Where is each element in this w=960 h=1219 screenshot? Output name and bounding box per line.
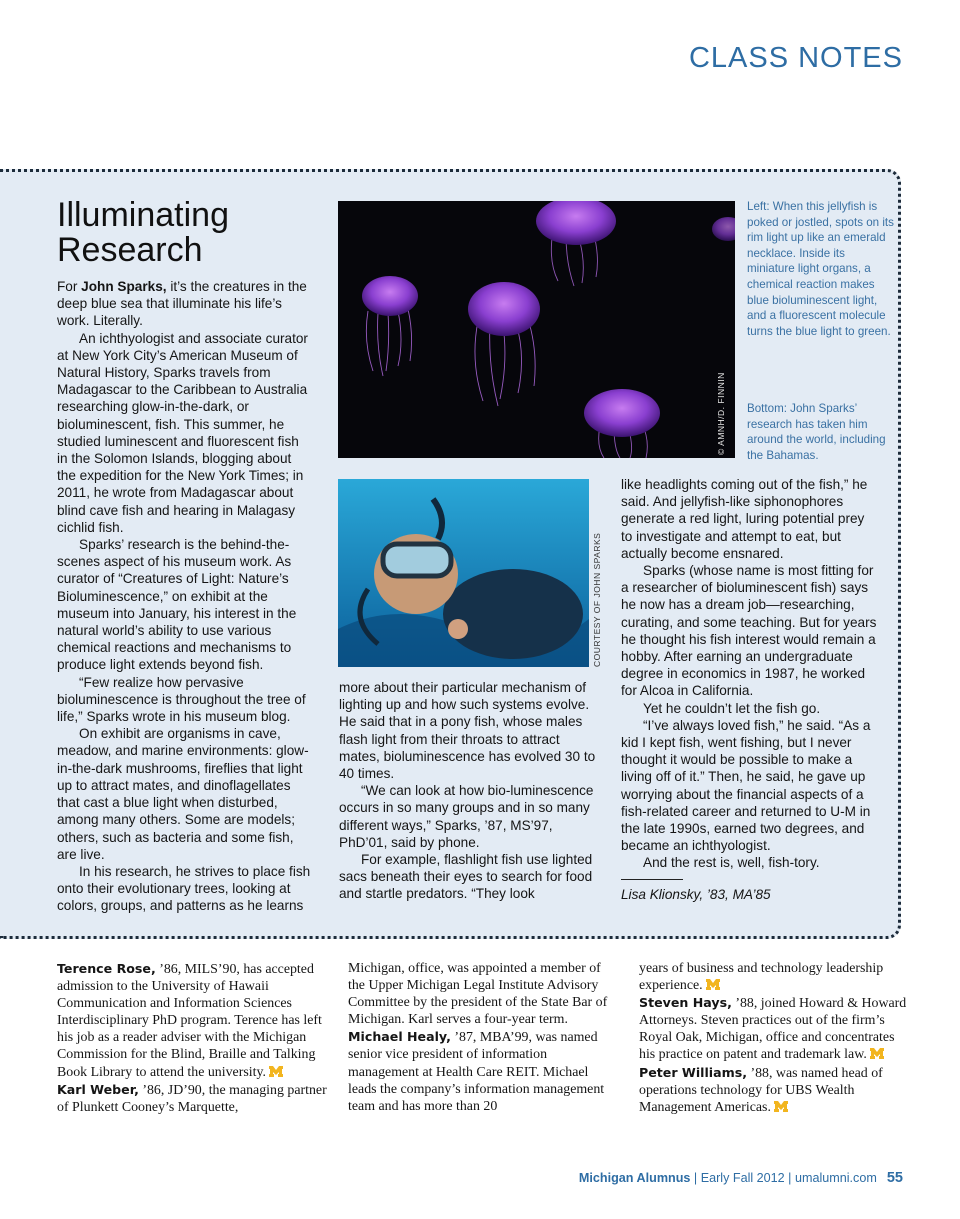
subject-name: John Sparks, <box>81 279 167 294</box>
note-text: ’87, MBA’99, was named senior vice president of information management at Health Care REIT. Michael leads the company’s information management team and has more than 20 <box>348 1030 605 1114</box>
class-note <box>639 960 911 994</box>
block-m-icon <box>774 1101 788 1112</box>
issue-date: Early Fall 2012 <box>700 1171 785 1185</box>
paragraph: “Few realize how pervasive bioluminescence is throughout the tree of life,” Sparks wrote in his museum blog. <box>57 674 306 725</box>
article-column-3 <box>621 476 879 872</box>
paragraph: And the rest is, well, fish-tory. <box>643 855 820 871</box>
class-note <box>348 1028 620 1114</box>
alum-name: Michael Healy, <box>348 1029 451 1045</box>
class-notes-column-3 <box>639 960 911 1116</box>
caption-bottom: Bottom: John Sparks’ research has taken him around the world, including the Bahamas. <box>747 402 886 462</box>
note-text: ’88, was named head of operations technology for UBS Wealth Management Americas. <box>639 1065 883 1115</box>
block-m-icon <box>269 1066 283 1077</box>
alum-name: Steven Hays, <box>639 995 732 1011</box>
class-note <box>639 994 911 1063</box>
note-text: ’86, MILS’90, has accepted admission to the University of Hawaii Communication and Information Sciences Interdisciplinary PhD program. Terence has left his job as a reader adviser with the Michigan Commission for the Blind, Braille and Talking Book Library to attend the university. <box>57 962 322 1080</box>
paragraph: “I’ve always loved fish,” he said. “As a kid I kept fish, went fishing, but I never thought it would be possible to make a living off of it.” Then, he said, he gave up worrying about the financial aspects of a fish-related career and returned to U-M in the late 1990s, earned two degrees, and became an ichthyologist. <box>621 717 871 854</box>
paragraph: On exhibit are organisms in cave, meadow, and marine environments: glow-in-the-dark mushrooms, fireflies that light up to attract mates, and dinoflagellates that cast a blue light when disturbed, among many others. Some are models; others, such as bacteria and some fish, are live. <box>57 726 309 862</box>
paragraph: like headlights coming out of the fish,” he said. And jellyfish-like siphonophores generate a red light, luring potential prey to investigate and attempt to eat, but actually become ensnared. <box>621 477 868 561</box>
website: umalumni.com <box>794 1171 877 1185</box>
title-line-1: Illuminating <box>57 196 229 234</box>
class-note <box>57 1081 329 1116</box>
paragraph <box>57 278 313 330</box>
note-text: ’88, joined Howard & Howard Attorneys. Steven practices out of the firm’s Royal Oak, Michigan, office and concentrates his practice on patent and trademark law. <box>639 996 907 1063</box>
text: it’s the creatures in the deep blue sea that illuminate his life’s work. Literally. <box>57 279 307 329</box>
paragraph: An ichthyologist and associate curator at New York City’s American Museum of Natural History, Sparks travels from Madagascar to the Caribbean to Australia researching glow-in-the-dark, or bioluminescent, fish. This summer, he studied luminescent and fluorescent fish in the Solomon Islands, blogging about the expedition for the New York Times; in 2011, he wrote from Madagascar about blind cave fish and hearing in Malagasy cichlid fish. <box>57 330 308 535</box>
class-notes-column-2 <box>348 960 620 1115</box>
paragraph: “We can look at how bio-luminescence occurs in so many groups and in so many different ways,” Sparks, ’87, MS’97, PhD’01, said by phone. <box>339 783 594 850</box>
section-header: CLASS NOTES <box>688 42 903 74</box>
page-number: 55 <box>886 1170 903 1186</box>
article-title <box>57 198 229 268</box>
class-note <box>348 960 620 1028</box>
alum-name: Terence Rose, <box>57 961 156 976</box>
class-notes-column-1 <box>57 960 329 1116</box>
note-text: years of business and technology leadership experience. <box>639 961 884 994</box>
paragraph: more about their particular mechanism of lighting up and how such systems evolve. He said that in a pony fish, whose males flash light from their throats to attract mates, bioluminescence has evolved 30 to 40 times. <box>339 680 596 782</box>
paragraph: Sparks (whose name is most fitting for a researcher of bioluminescent fish) says he now has a dream job—researching, curating, and some teaching. But for years he thought his fish interest would remain a hobby. After earning an undergraduate degree in economics in 1987, he worked for Alcoa in California. <box>621 563 877 699</box>
byline: Lisa Klionsky, ’83, MA’85 <box>621 887 771 902</box>
photo-credit-diver: COURTESY OF JOHN SPARKS <box>592 532 602 667</box>
text: For <box>57 279 82 294</box>
jellyfish-photo <box>338 201 735 458</box>
diver-photo <box>338 479 589 667</box>
note-text: Michigan, office, was appointed a member of the Upper Michigan Legal Institute Advisory Committee by the president of the State Bar of Michigan. Karl serves a four-year term. <box>348 961 608 1028</box>
paragraph: For example, flashlight fish use lighted sacs beneath their eyes to search for food and startle predators. “They look <box>339 852 593 902</box>
alum-name: Peter Williams, <box>639 1064 747 1080</box>
paragraph: In his research, he strives to place fish onto their evolutionary trees, looking at colors, groups, and patterns as he learns <box>57 863 311 914</box>
separator: | <box>784 1171 795 1185</box>
paragraph: Sparks’ research is the behind-the-scenes aspect of his museum work. As curator of “Creatures of Light: Nature’s Bioluminescence,” on exhibit at the museum into January, his interest in the natural world’s ability to use various chemical reactions and mechanisms to produce light extends beyond fish. <box>57 537 297 673</box>
magazine-name: Michigan Alumnus <box>578 1171 691 1185</box>
paragraph: Yet he couldn’t let the fish go. <box>643 700 821 716</box>
page-footer <box>579 1170 903 1186</box>
article-column-2 <box>339 679 597 903</box>
photo-credit-jellyfish: © AMNH/D. FINNIN <box>716 372 726 455</box>
block-m-icon <box>706 979 720 990</box>
alum-name: Karl Weber, <box>57 1081 139 1097</box>
class-note <box>57 960 329 1081</box>
note-text: ’86, JD’90, the managing partner of Plunkett Cooney’s Marquette, <box>57 1082 327 1115</box>
title-line-2: Research <box>57 231 203 269</box>
class-note <box>639 1064 911 1116</box>
caption-left: Left: When this jellyfish is poked or jostled, spots on its rim light up like an emerald necklace. Inside its miniature light organs, a chemical reaction makes blue bioluminescent light, and a fluorescent molecule turns the blue light to green. <box>747 200 894 338</box>
block-m-icon <box>870 1048 884 1059</box>
article-column-1 <box>57 278 313 915</box>
separator: | <box>690 1171 701 1185</box>
byline-divider <box>621 879 683 880</box>
